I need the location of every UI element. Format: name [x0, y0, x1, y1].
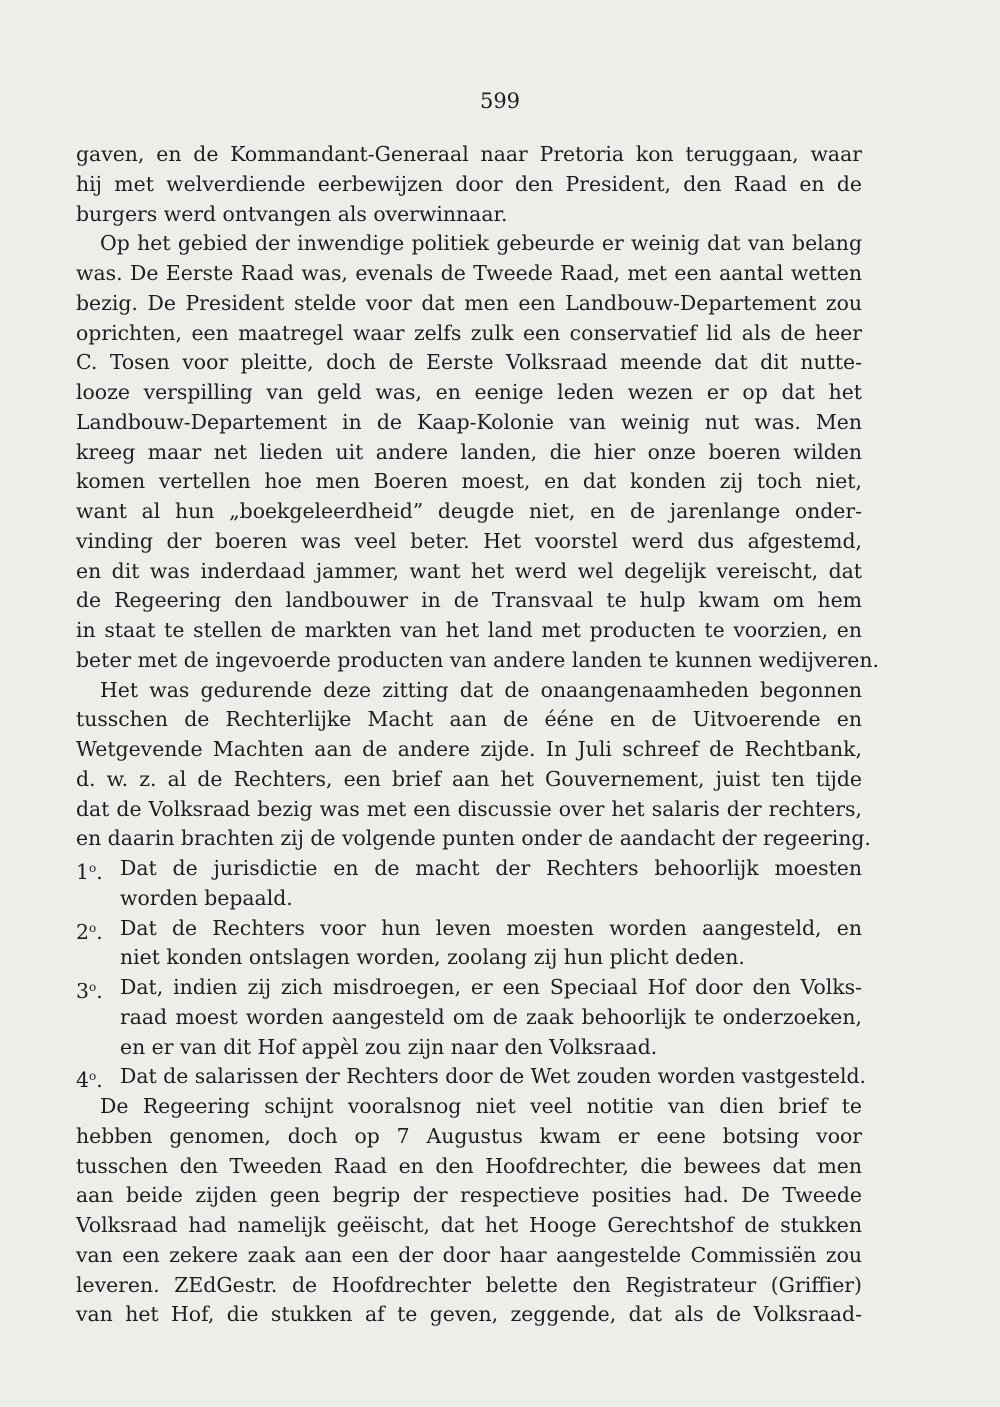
text-line: en er van dit Hof appèl zou zijn naar den Volksraad. [120, 1034, 658, 1059]
text-line: hij met welverdiende eerbewijzen door den President, den Raad en de [76, 171, 862, 196]
text-line: Het was gedurende deze zitting dat de onaangenaamheden begonnen [100, 677, 862, 702]
text-line: van een zekere zaak aan een der door haar aangestelde Commissiën zou [76, 1242, 862, 1267]
text-line: vinding der boeren was veel beter. Het voorstel werd dus afgestemd, [76, 528, 862, 553]
text-line: kreeg maar net lieden uit andere landen, die hier onze boeren wilden [76, 439, 862, 464]
text-line: en daarin brachten zij de volgende punten onder de aandacht der regeering. [76, 826, 871, 851]
text-line: gaven, en de Kommandant-Generaal naar Pretoria kon teruggaan, waar [76, 142, 862, 166]
text-line: Dat de salarissen der Rechters door de Wet zouden worden vastgesteld. [120, 1064, 867, 1089]
paragraph [76, 1092, 862, 1330]
text-line: want al hun „boekgeleerdheid” deugde niet, en de jarenlange onder- [76, 499, 862, 523]
text-line: Wetgevende Machten aan de andere zijde. In Juli schreef de Rechtbank, [76, 737, 862, 761]
text-line: dat de Volksraad bezig was met een discussie over het salaris der rechters, [76, 796, 862, 821]
text-line: in staat te stellen de markten van het land met producten te voorzien, en [76, 618, 862, 642]
list-item-number: 2$^o$. [76, 919, 103, 944]
text-line: Landbouw-Departement in de Kaap-Kolonie van weinig nut was. Men [76, 409, 862, 434]
text-line: Dat de Rechters voor hun leven moesten worden aangesteld, en [120, 915, 862, 940]
text-line: komen vertellen hoe men Boeren moest, en dat konden zij toch niet, [76, 469, 862, 494]
text-line: aan beide zijden geen begrip der respectieve posities had. De Tweede [76, 1183, 862, 1208]
paragraph [76, 140, 862, 229]
text-line: Dat, indien zij zich misdroegen, er een Speciaal Hof door den Volks- [120, 975, 862, 999]
text-line: bezig. De President stelde voor dat men een Landbouw-Departement zou [76, 290, 862, 315]
text-line: looze verspilling van geld was, en eenige leden wezen er op dat het [76, 380, 862, 404]
list-item [76, 973, 862, 1062]
text-line: Op het gebied der inwendige politiek gebeurde er weinig dat van belang [100, 231, 862, 256]
text-line: en dit was inderdaad jammer, want het werd wel degelijk vereischt, dat [76, 558, 862, 583]
text-line: de Regeering den landbouwer in de Transvaal te hulp kwam om hem [76, 588, 862, 613]
list-item-number: 3$^o$. [76, 979, 103, 1003]
text-line: Volksraad had namelijk geëischt, dat het Hooge Gerechtshof de stukken [76, 1213, 862, 1237]
list-item [76, 854, 862, 914]
numbered-list [76, 854, 867, 1093]
text-line: tusschen de Rechterlijke Macht aan de ééne en de Uitvoerende en [76, 707, 862, 732]
list-item-number: 4$^o$. [76, 1068, 103, 1093]
text-line: raad moest worden aangesteld om de zaak behoorlijk te onderzoeken, [120, 1004, 862, 1029]
text-line: niet konden ontslagen worden, zoolang zij hun plicht deden. [120, 945, 745, 970]
text-line: oprichten, een maatregel waar zelfs zulk een conservatief lid als de heer [76, 320, 862, 345]
list-item [76, 914, 862, 974]
text-line: tusschen den Tweeden Raad en den Hoofdrechter, die bewees dat men [76, 1153, 862, 1178]
page-number: 599 [479, 89, 521, 113]
list-item [76, 1062, 867, 1093]
paragraph [76, 676, 871, 855]
body-text [76, 140, 879, 1330]
text-line: beter met de ingevoerde producten van andere landen te kunnen wedijveren. [76, 647, 879, 672]
text-line: hebben genomen, doch op 7 Augustus kwam er eene botsing voor [76, 1123, 862, 1148]
text-line: leveren. ZEdGestr. de Hoofdrechter belette den Registrateur (Griffier) [76, 1272, 862, 1297]
text-line: d. w. z. al de Rechters, een brief aan het Gouvernement, juist ten tijde [76, 766, 862, 791]
text-line: van het Hof, die stukken af te geven, zeggende, dat als de Volksraad- [76, 1302, 862, 1327]
text-line: C. Tosen voor pleitte, doch de Eerste Volksraad meende dat dit nutte- [76, 350, 862, 375]
paragraph [76, 229, 879, 675]
list-item-number: 1$^o$. [76, 860, 103, 884]
text-line: Dat de jurisdictie en de macht der Rechters behoorlijk moesten [120, 856, 862, 880]
text-line: De Regeering schijnt vooralsnog niet veel notitie van dien brief te [100, 1094, 862, 1118]
text-line: worden bepaald. [120, 885, 293, 910]
text-line: burgers werd ontvangen als overwinnaar. [76, 201, 508, 226]
text-line: was. De Eerste Raad was, evenals de Tweede Raad, met een aantal wetten [76, 261, 862, 285]
